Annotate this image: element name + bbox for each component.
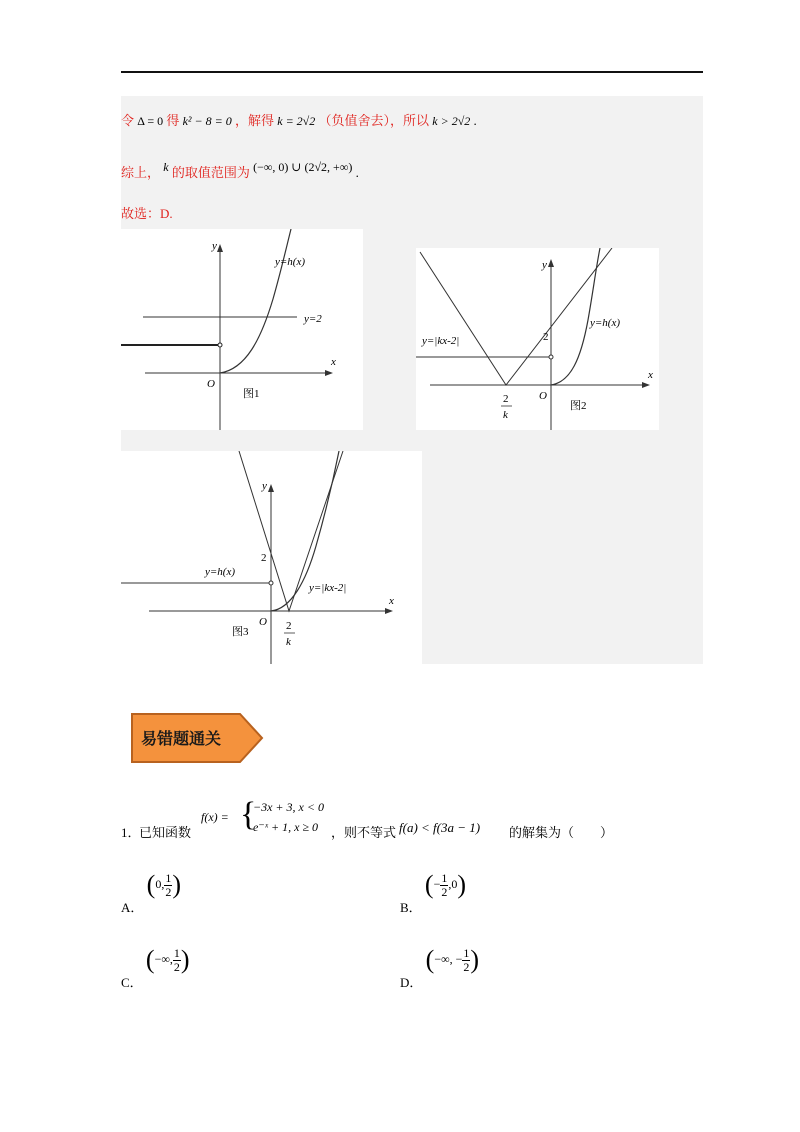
math-quadratic: k² − 8 = 0 [182,114,232,128]
fig1-curve-label: y=h(x) [275,256,306,268]
paren-right-icon: ) [470,945,480,974]
option-d-letter: D． [400,974,423,990]
brace-icon: { [240,796,257,833]
paren-right-icon: ) [457,870,467,899]
option-c-fraction: $\frac{1}{2}$ [173,945,180,974]
fig2-ylabel: y [542,259,547,271]
math-delta-eq: Δ = 0 [137,114,164,128]
fig1-origin: O [207,378,215,390]
fig2-xlabel: x [648,369,653,381]
option-a-left: 0, [155,876,165,891]
solution-line-1 [121,110,477,129]
option-c[interactable] [121,945,190,990]
option-b-fraction: $\frac{1}{2}$ [441,870,448,899]
text-note: （负值舍去），所以 [318,113,430,128]
paren-left-icon: ( [424,870,434,899]
option-b[interactable] [400,870,467,915]
question-stem-a: 已知函数 [139,825,192,840]
figure-3 [121,451,422,664]
paren-left-icon: ( [145,945,155,974]
solution-line-2 [121,162,359,181]
math-root: k = 2√2 [277,114,316,128]
option-d-left: −∞, − [434,951,463,966]
fig3-curve-label: y=h(x) [205,566,236,578]
paren-right-icon: ) [180,945,190,974]
fig2-curve-label: y=h(x) [590,317,621,329]
fig2-origin: O [539,390,547,402]
option-b-right: ,0 [448,876,458,891]
fig2-tick-y: 2 [543,331,549,343]
text-de: 得 [166,113,180,128]
header-rule [121,71,703,73]
figure-1 [121,229,363,430]
fig1-line-label: y=2 [304,313,322,325]
paren-left-icon: ( [146,870,156,899]
text-period: . [355,165,359,180]
fig3-caption: 图3 [232,626,249,638]
fig3-ylabel: y [262,480,267,492]
math-case2: e⁻ˣ + 1, x ≥ 0 [253,820,319,834]
paren-left-icon: ( [425,945,435,974]
solution-line-3: 故选：D. [121,206,173,221]
fig2-tick-x-den: k [503,409,508,421]
fig3-tick-y: 2 [261,552,267,564]
math-func: f(x) = [201,810,229,824]
fig2-tick-x-num: 2 [503,393,509,405]
option-c-left: −∞, [154,951,173,966]
fig3-tick-x-num: 2 [286,620,292,632]
option-a-fraction: $\frac{1}{2}$ [165,870,172,899]
fig3-tick-x-den: k [286,636,291,648]
section-banner [129,711,265,770]
fig1-caption: 图1 [243,388,260,400]
figure-2 [416,248,659,430]
fig3-abs-label: y=|kx-2| [309,582,347,594]
math-case1: −3x + 3, x < 0 [253,800,324,814]
text-prefix: 令 [121,113,135,128]
fig3-origin: O [259,616,267,628]
fig3-xlabel: x [389,595,394,607]
option-a[interactable] [121,870,181,915]
question-number: 1． [121,825,141,840]
text-range: 的取值范围为 [171,165,250,180]
option-b-left: − [433,876,441,891]
math-range: (−∞, 0) ∪ (2√2, +∞) [253,160,353,174]
text-period: . [473,113,477,128]
question-stem-c: 的解集为（ ） [509,825,614,840]
option-d[interactable] [400,945,480,990]
math-result: k > 2√2 [432,114,471,128]
fig2-caption: 图2 [570,400,587,412]
math-k: k [163,160,169,174]
fig2-abs-label: y=|kx-2| [422,335,460,347]
text-solve: ，解得 [234,113,274,128]
question-stem-b: ，则不等式 [331,825,397,840]
paren-right-icon: ) [172,870,181,899]
option-a-letter: A． [121,899,144,915]
banner-label: 易错题通关 [141,729,222,748]
math-inequality: f(a) < f(3a − 1) [399,820,481,835]
option-b-letter: B． [400,899,422,915]
option-c-letter: C． [121,974,143,990]
text-summary: 综上， [121,165,161,180]
option-d-fraction: $\frac{1}{2}$ [463,945,470,974]
fig1-xlabel: x [331,356,336,368]
fig1-ylabel: y [212,240,217,252]
